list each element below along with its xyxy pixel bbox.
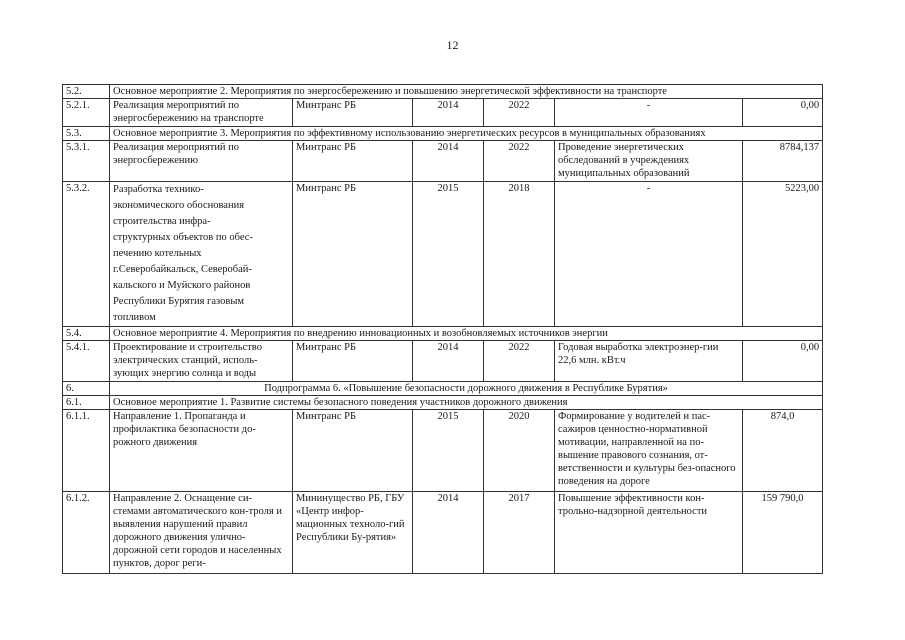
end-year: 2022 [484, 99, 555, 127]
name-line: топливом [113, 312, 156, 323]
table-row [63, 492, 823, 574]
funding-amount: 8784,137 [743, 141, 823, 182]
row-number: 6. [63, 382, 110, 396]
executor: Минтранс РБ [293, 341, 413, 382]
table-row [63, 396, 823, 410]
activity-name: Реализация мероприятий по энергосбережению [110, 141, 293, 182]
row-number: 5.3. [63, 127, 110, 141]
table-row [63, 341, 823, 382]
expected-result: - [555, 182, 743, 327]
expected-result: Проведение энергетических обследований в учреждениях муниципальных образований [555, 141, 743, 182]
row-number: 6.1.2. [63, 492, 110, 574]
funding-amount: 0,00 [743, 341, 823, 382]
start-year: 2015 [413, 410, 484, 492]
expected-result: - [555, 99, 743, 127]
row-number: 6.1. [63, 396, 110, 410]
executor: Минтранс РБ [293, 99, 413, 127]
start-year: 2015 [413, 182, 484, 327]
start-year: 2014 [413, 141, 484, 182]
page-number: 12 [446, 38, 459, 52]
row-number: 5.4. [63, 327, 110, 341]
activity-name [110, 182, 293, 327]
funding-amount: 5223,00 [743, 182, 823, 327]
row-number: 5.2.1. [63, 99, 110, 127]
program-activities-table [62, 84, 823, 574]
executor: Минтранс РБ [293, 410, 413, 492]
executor: Минтранс РБ [293, 182, 413, 327]
activity-name: Проектирование и строительство электрических станций, исполь-зующих энергию солнца и воды [110, 341, 293, 382]
end-year: 2020 [484, 410, 555, 492]
row-number: 5.4.1. [63, 341, 110, 382]
activity-name: Направление 1. Пропаганда и профилактика безопасности до-рожного движения [110, 410, 293, 492]
end-year: 2017 [484, 492, 555, 574]
name-line: структурных объектов по обес- [113, 232, 253, 243]
executor: Мининущество РБ, ГБУ «Центр инфор-мационных техноло-гий Республики Бу-рятия» [293, 492, 413, 574]
funding-amount: 874,0 [743, 410, 823, 492]
table-row [63, 327, 823, 341]
table-row [63, 382, 823, 396]
start-year: 2014 [413, 99, 484, 127]
section-title: Основное мероприятие 3. Мероприятия по эффективному использованию энергетических ресурсов в муниципальных образованиях [110, 127, 823, 141]
subprogram-title: Подпрограмма 6. «Повышение безопасности дорожного движения в Республике Бурятия» [110, 382, 823, 396]
name-line: кальского и Муйского районов [113, 280, 251, 291]
section-title: Основное мероприятие 1. Развитие системы безопасного поведения участников дорожного движения [110, 396, 823, 410]
activity-name: Реализация мероприятий по энергосбережению на транспорте [110, 99, 293, 127]
row-number: 5.2. [63, 85, 110, 99]
end-year: 2018 [484, 182, 555, 327]
section-title: Основное мероприятие 2. Мероприятия по энергосбережению и повышению энергетической эффективности на транспорте [110, 85, 823, 99]
row-number: 6.1.1. [63, 410, 110, 492]
table-row [63, 127, 823, 141]
name-line: Разработка технико- [113, 184, 204, 195]
table-row [63, 85, 823, 99]
expected-result: Годовая выработка электроэнер-гии 22,6 млн. кВт.ч [555, 341, 743, 382]
table-row [63, 182, 823, 327]
name-line: строительства инфра- [113, 216, 211, 227]
end-year: 2022 [484, 341, 555, 382]
name-line: экономического обоснования [113, 200, 245, 211]
activity-name: Направление 2. Оснащение си-стемами автоматического кон-троля и выявления нарушений правил дорожного движения улично-дорожной сети городов и населенных пунктов, дорог реги- [110, 492, 293, 574]
row-number: 5.3.1. [63, 141, 110, 182]
expected-result: Формирование у водителей и пас-сажиров ценностно-нормативной мотивации, направленной на по-вышение правового сознания, от-ветственности и культуры без-опасного поведения на дороге [555, 410, 743, 492]
section-title: Основное мероприятие 4. Мероприятия по внедрению инновационных и возобновляемых источников энергии [110, 327, 823, 341]
name-line: г.Северобайкальск, Северобай- [113, 264, 252, 275]
start-year: 2014 [413, 492, 484, 574]
funding-amount: 0,00 [743, 99, 823, 127]
funding-amount: 159 790,0 [743, 492, 823, 574]
executor: Минтранс РБ [293, 141, 413, 182]
name-line: Республики Бурятия газовым [113, 296, 245, 307]
expected-result: Повышение эффективности кон-трольно-надзорной деятельности [555, 492, 743, 574]
table-row [63, 141, 823, 182]
table-row [63, 99, 823, 127]
start-year: 2014 [413, 341, 484, 382]
table-row [63, 410, 823, 492]
row-number: 5.3.2. [63, 182, 110, 327]
name-line: печению котельных [113, 248, 202, 259]
end-year: 2022 [484, 141, 555, 182]
